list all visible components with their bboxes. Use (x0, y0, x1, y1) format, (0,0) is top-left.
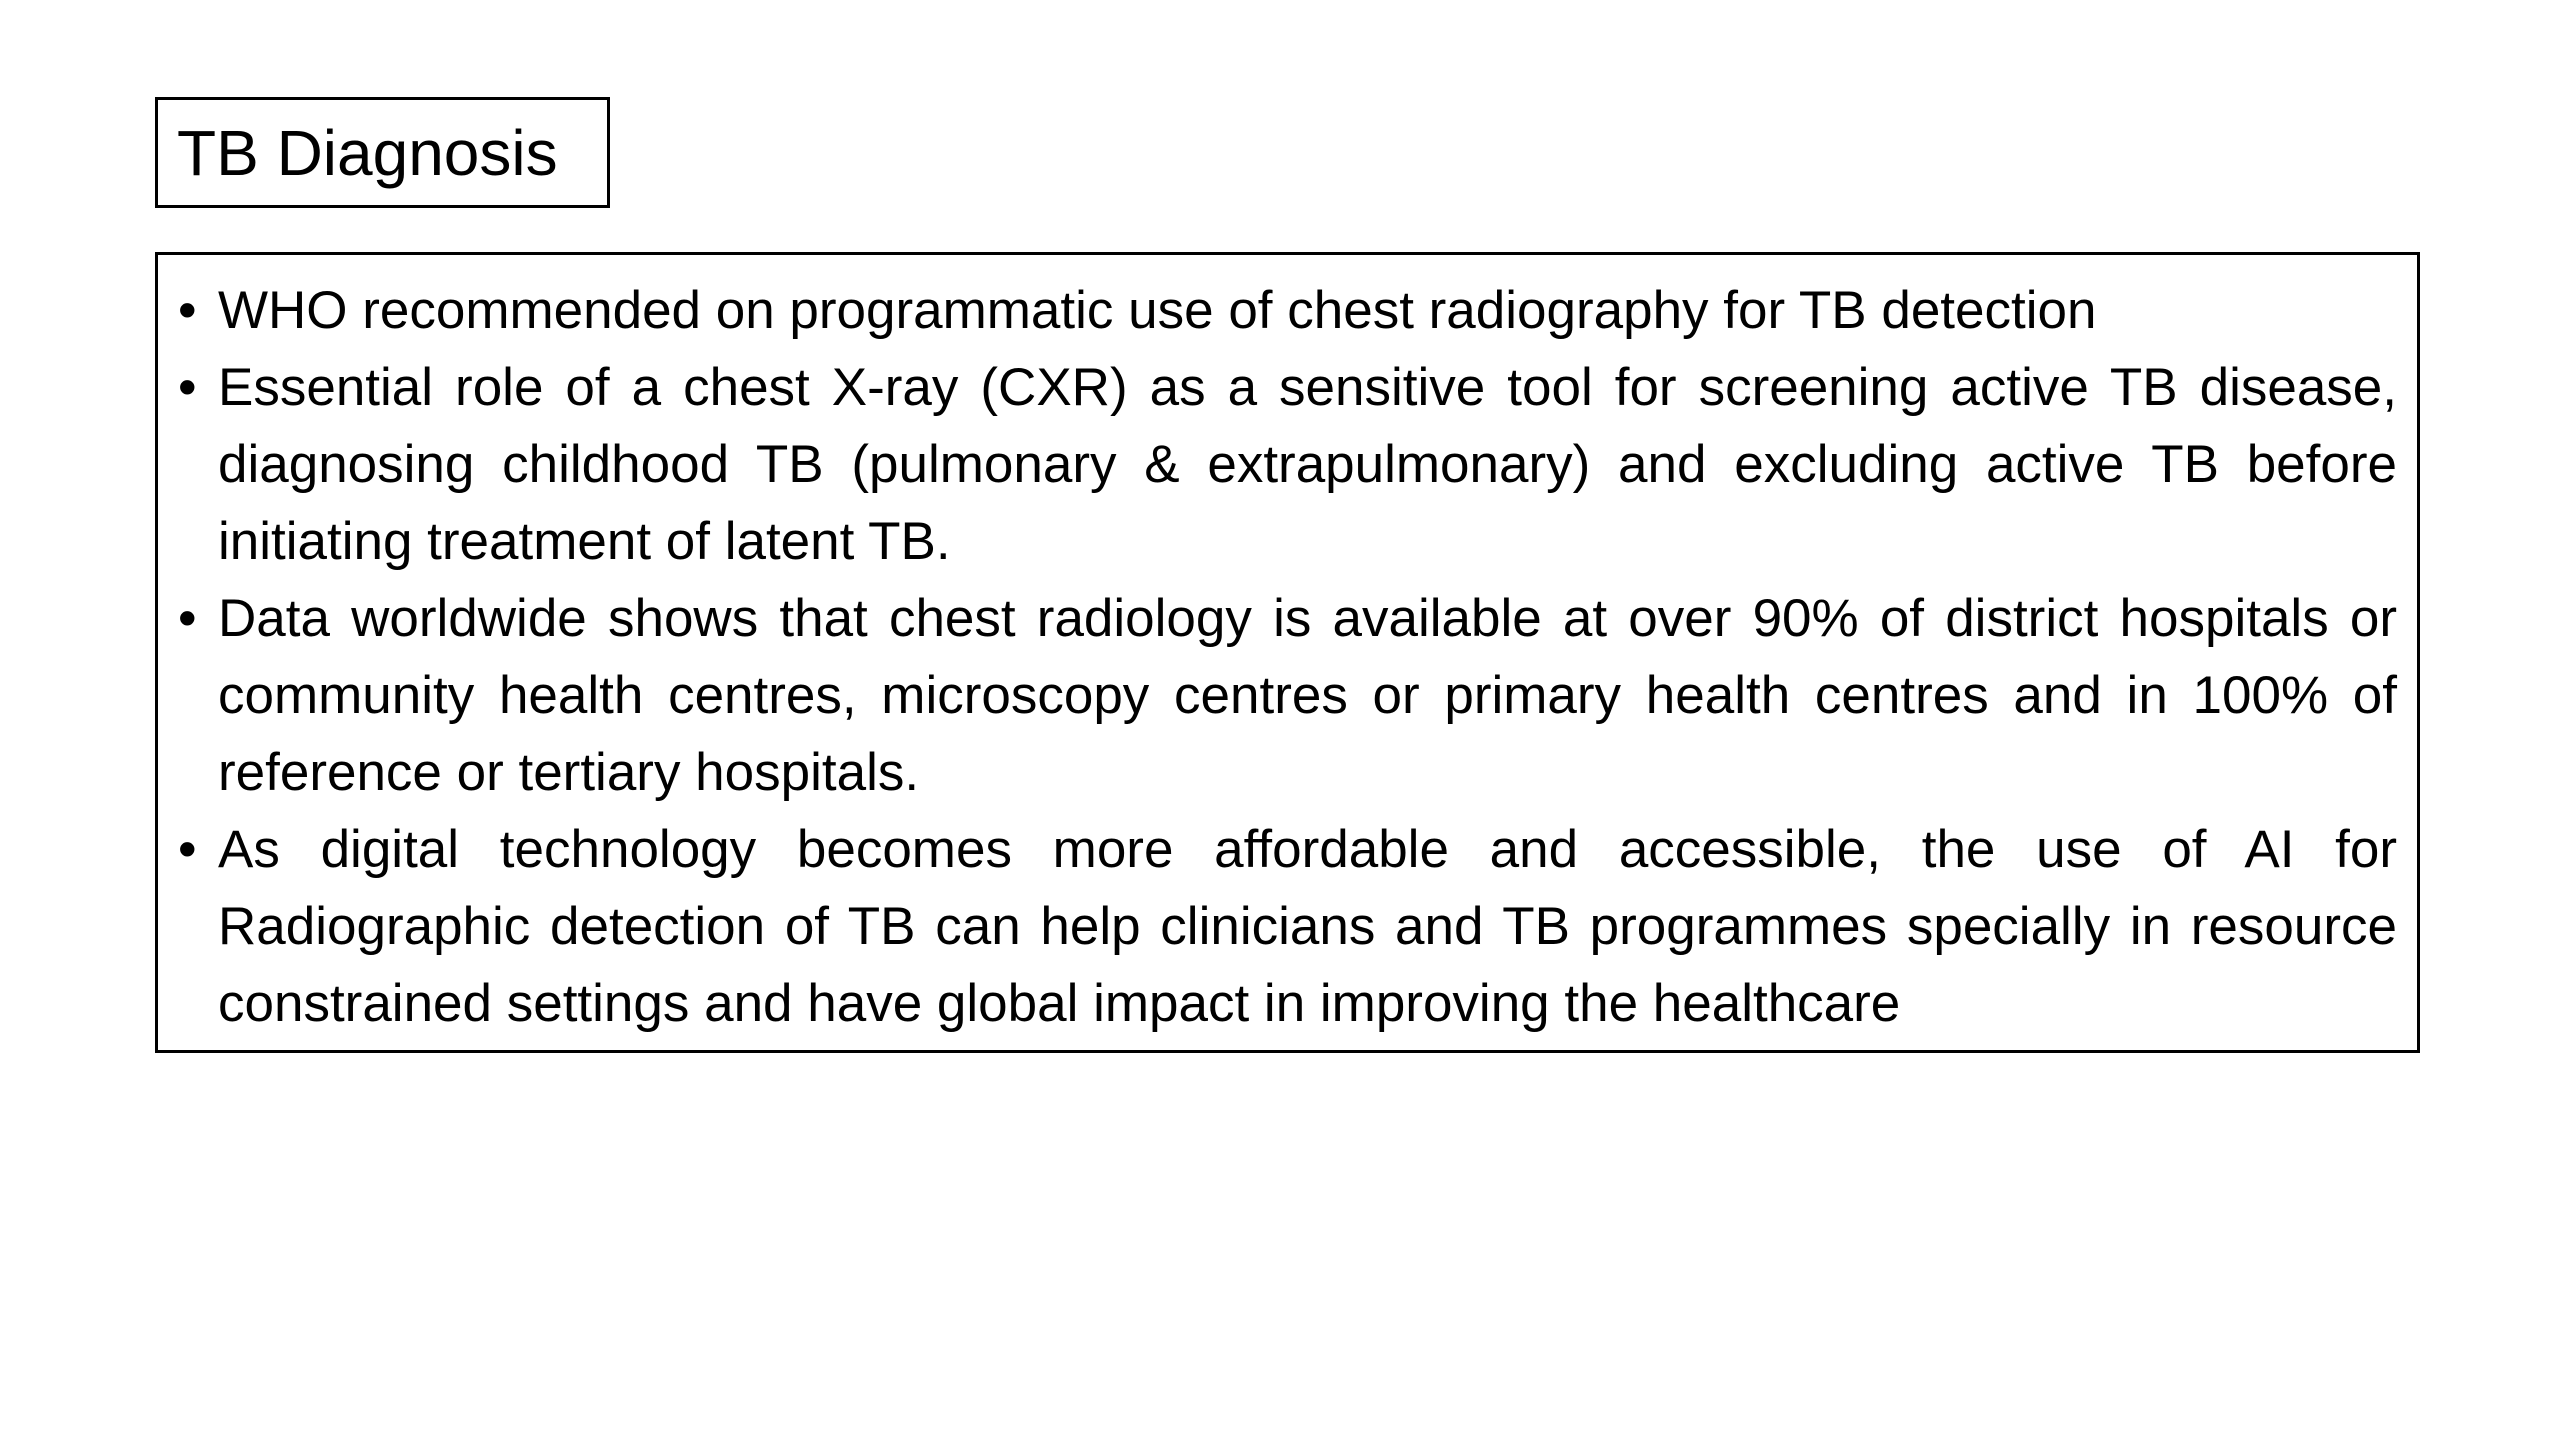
bullet-text: Essential role of a chest X-ray (CXR) as a sensitive tool for screening active TB disease, diagnosing childhood TB (pulmonary & extrapulmonary) and excluding active TB before initiating treatment of latent TB. (218, 358, 2397, 571)
content-box (155, 252, 2420, 1053)
bullet-text: As digital technology becomes more affordable and accessible, the use of AI for Radiographic detection of TB can help clinicians and TB programmes specially in resource constrained settings and have global impact in improving the healthcare (218, 820, 2397, 1033)
bullet-list (178, 272, 2397, 1042)
bullet-dot-icon: • (178, 281, 197, 340)
bullet-item (178, 349, 2397, 580)
bullet-item (178, 580, 2397, 811)
slide-title: TB Diagnosis (177, 116, 558, 189)
bullet-text: WHO recommended on programmatic use of chest radiography for TB detection (218, 281, 2097, 340)
bullet-text: Data worldwide shows that chest radiology is available at over 90% of district hospitals or community health centres, microscopy centres or primary health centres and in 100% of reference or tertiary hospitals. (218, 589, 2397, 802)
bullet-dot-icon: • (178, 358, 197, 417)
bullet-item (178, 811, 2397, 1042)
bullet-dot-icon: • (178, 589, 197, 648)
bullet-item (178, 272, 2397, 349)
title-box (155, 97, 610, 208)
bullet-dot-icon: • (178, 820, 197, 879)
